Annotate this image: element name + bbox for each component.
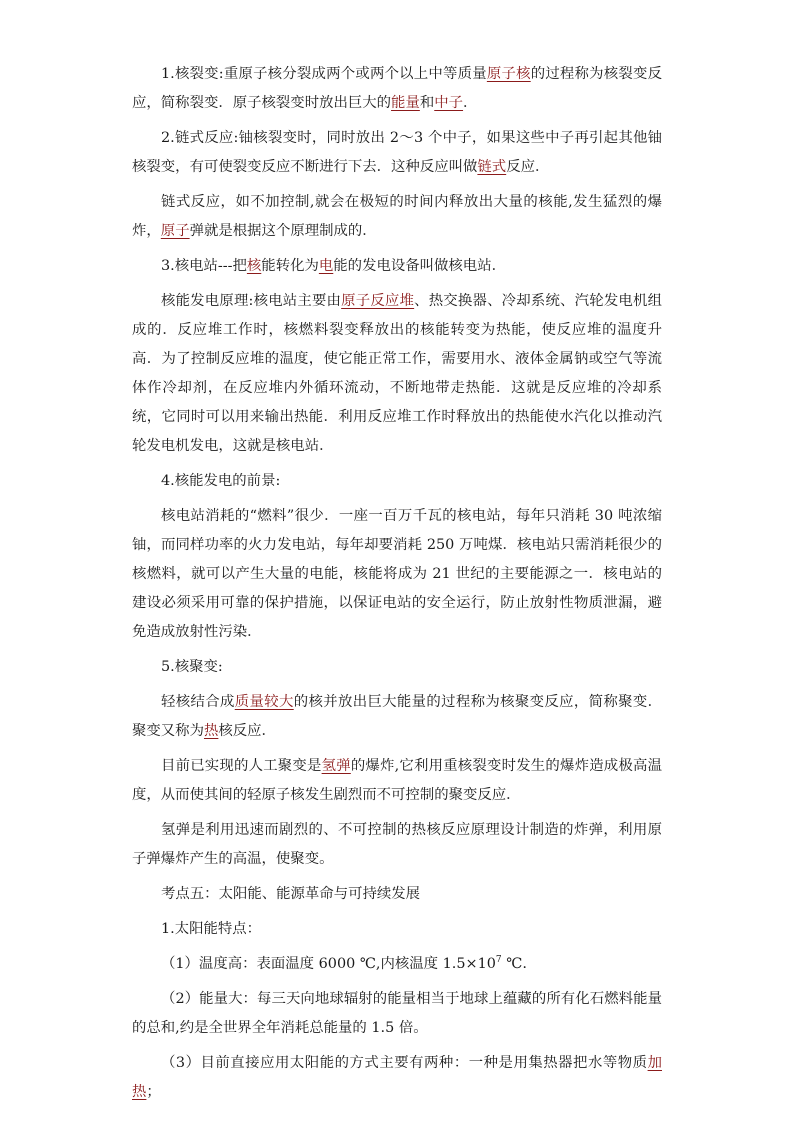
text-run: 弹就是根据这个原理制成的． bbox=[189, 223, 377, 239]
text-run: （2）能量大：每三天向地球辐射的能量相当于地球上蕴藏的所有化石燃料能量的总和,约是全世界全年消耗总能量的 1.5 倍。 bbox=[132, 991, 662, 1036]
glossary-link[interactable]: 质量较大 bbox=[234, 694, 294, 710]
text-run: 、热交换器、冷却系统、汽轮发电机组成的．反应堆工作时，核燃料裂变释放出的核能转变为热能，使反应堆的温度升高．为了控制反应堆的温度，使它能正常工作，需要用水、液体金属钠或空气等流体作冷却剂，在反应堆内外循环流动，不断地带走热能．这就是反应堆的冷却系统，它同时可以用来输出热能．利用反应堆工作时释放出的热能使水汽化以推动汽轮发电机发电，这就是核电站． bbox=[132, 293, 662, 454]
glossary-link[interactable]: 原子反应堆 bbox=[341, 293, 415, 309]
glossary-link[interactable]: 热 bbox=[203, 723, 219, 739]
glossary-link[interactable]: 加热 bbox=[132, 1055, 662, 1100]
text-run: 核反应． bbox=[218, 723, 276, 739]
text-run: 2.链式反应:铀核裂变时，同时放出 2～3 个中子，如果这些中子再引起其他铀核裂变，有可使裂变反应不断进行下去．这种反应叫做 bbox=[132, 130, 662, 175]
text-run: 的过程称为核裂变反应，简称裂变．原子核裂变时放出巨大的 bbox=[132, 66, 662, 111]
text-run: 的核并放出巨大能量的过程称为核聚变反应，简称聚变．聚变又称为 bbox=[132, 694, 662, 739]
text-run: 反应． bbox=[506, 159, 550, 175]
glossary-link[interactable]: 链式 bbox=[477, 159, 507, 175]
document-page bbox=[132, 60, 662, 1113]
text-run: 核电站消耗的“燃料”很少．一座一百万千瓦的核电站，每年只消耗 30 吨浓缩铀，而同样功率的火力发电站，每年却要消耗 250 万吨煤．核电站只需消耗很少的核燃料，就可以产生大量的电能，核能将成为 21 世纪的主要能源之一．核电站的建设必须采用可靠的保护措施，以保证电站的安全运行，防止放射性物质泄漏，避免造成放射性污染． bbox=[132, 508, 662, 640]
text-run: 4.核能发电的前景: bbox=[161, 473, 281, 489]
paragraph bbox=[132, 188, 662, 246]
text-run: ． bbox=[463, 95, 478, 111]
text-run: 轻核结合成 bbox=[161, 694, 235, 710]
glossary-link[interactable]: 原子 bbox=[160, 223, 190, 239]
paragraph bbox=[132, 124, 662, 182]
text-run: 1.核裂变:重原子核分裂成两个或两个以上中等质量 bbox=[161, 66, 487, 82]
text-run: （3）目前直接应用太阳能的方式主要有两种：一种是用集热器把水等物质 bbox=[161, 1055, 648, 1071]
glossary-link[interactable]: 核 bbox=[246, 258, 262, 274]
paragraph bbox=[132, 252, 662, 281]
glossary-link[interactable]: 能量 bbox=[391, 95, 420, 111]
paragraph bbox=[132, 752, 662, 810]
paragraph bbox=[132, 880, 662, 909]
text-run: 能的发电设备叫做核电站． bbox=[333, 258, 506, 274]
paragraph bbox=[132, 1049, 662, 1107]
glossary-link[interactable]: 原子核 bbox=[486, 66, 531, 82]
superscript: 7 bbox=[495, 955, 502, 966]
text-run: 氢弹是利用迅速而剧烈的、不可控制的热核反应原理设计制造的炸弹，利用原子弹爆炸产生的高温，使聚变。 bbox=[132, 822, 662, 867]
paragraph bbox=[132, 502, 662, 647]
paragraph bbox=[132, 985, 662, 1043]
text-run: 和 bbox=[419, 95, 435, 111]
text-run: 核能发电原理:核电站主要由 bbox=[161, 293, 342, 309]
text-run: ℃. bbox=[501, 956, 527, 972]
text-run: 考点五：太阳能、能源革命与可持续发展 bbox=[161, 886, 421, 902]
text-run: 3.核电站---把 bbox=[161, 258, 247, 274]
glossary-link[interactable]: 氢弹 bbox=[321, 758, 351, 774]
paragraph bbox=[132, 287, 662, 461]
text-run: 目前已实现的人工聚变是 bbox=[161, 758, 322, 774]
paragraph bbox=[132, 467, 662, 496]
text-run: 1.太阳能特点： bbox=[161, 921, 262, 937]
text-run: （1）温度高：表面温度 6000 ℃,内核温度 1.5×10 bbox=[161, 956, 496, 972]
text-run: 5.核聚变: bbox=[161, 659, 223, 675]
paragraph bbox=[132, 60, 662, 118]
paragraph bbox=[132, 653, 662, 682]
text-run: 链式反应，如不加控制,就会在极短的时间内释放出大量的核能,发生猛烈的爆炸， bbox=[132, 194, 662, 239]
paragraph bbox=[132, 816, 662, 874]
glossary-link[interactable]: 电 bbox=[318, 258, 334, 274]
glossary-link[interactable]: 中子 bbox=[434, 95, 464, 111]
text-run: 能转化为 bbox=[261, 258, 319, 274]
text-run: 的爆炸,它利用重核裂变时发生的爆炸造成极高温度，从而使其间的轻原子核发生剧烈而不可控制的聚变反应． bbox=[132, 758, 662, 803]
text-run: ； bbox=[146, 1084, 161, 1100]
paragraph bbox=[132, 915, 662, 944]
paragraph bbox=[132, 950, 662, 979]
paragraph bbox=[132, 688, 662, 746]
